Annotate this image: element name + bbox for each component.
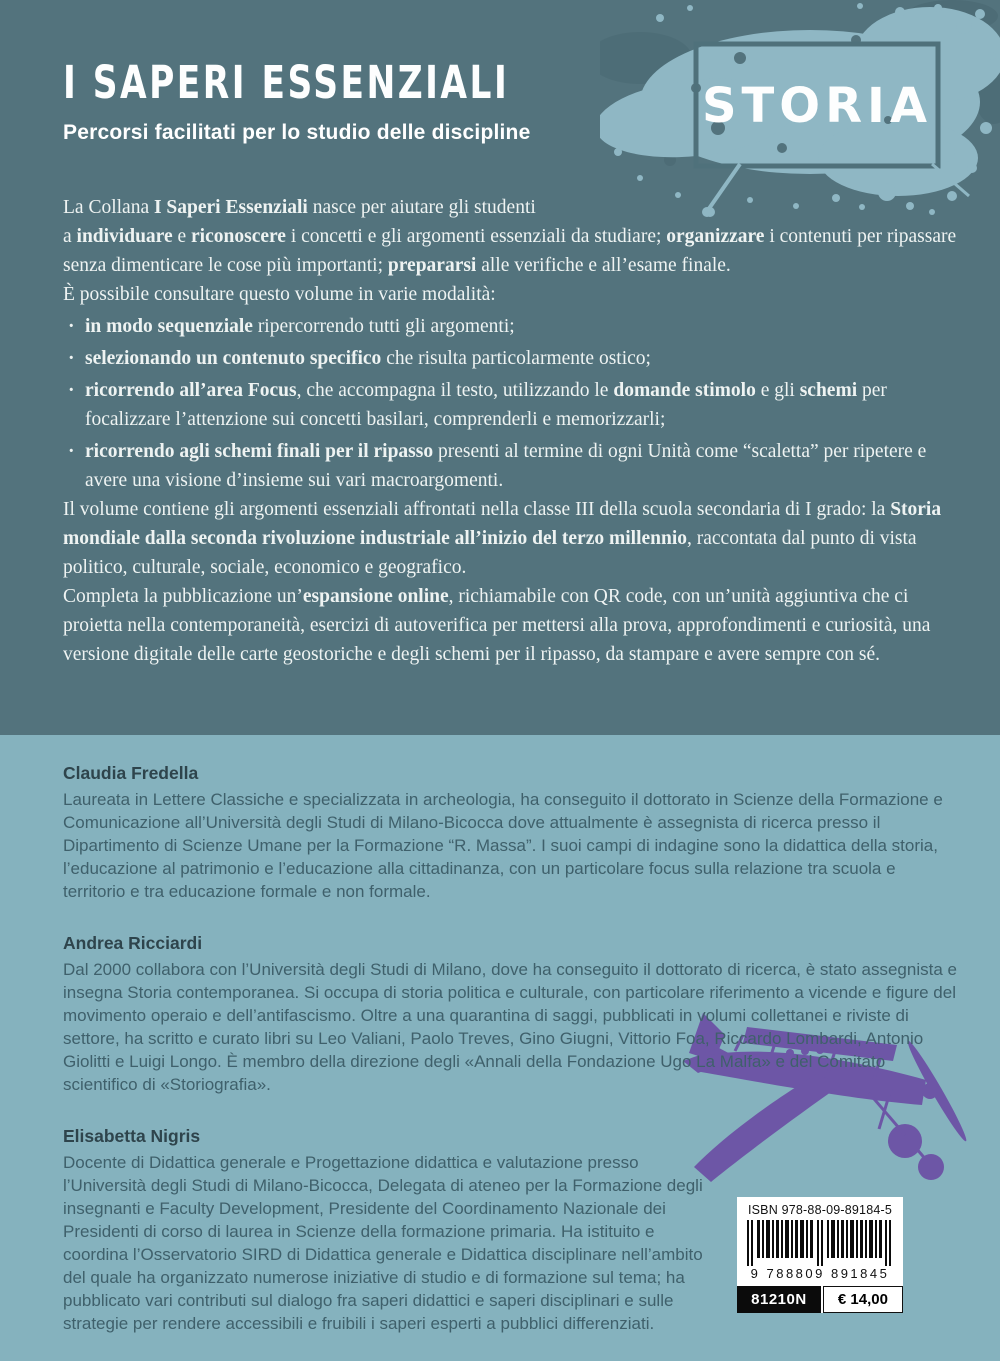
author-bio: Dal 2000 collabora con l’Università degli Studi di Milano, dove ha conseguito il dottorato di ricerca, è stato assegnista e insegna Storia contemporanea. Si occupa di storia politica e culturale, con particolare riferimento a vicende e figure del movimento operaio e dell’antifascismo. Oltre a una quarantina di saggi, pubblicati in volumi collettanei e riviste di settore, ha scritto e curato libri su Leo Valiani, Paolo Treves, Gino Giugni, Vittorio Foa, Riccardo Lombardi, Antonio Giolitti e Luigi Longo. È membro della direzione degli «Annali della Fondazione Ugo La Malfa» e del Comitato scientifico di «Storiografia».: [63, 960, 957, 1094]
barcode-digits: 9 788809 891845: [750, 1266, 890, 1281]
mode-item: · ricorrendo agli schemi finali per il ripasso presenti al termine di ogni Unità come “scaletta” per ripetere e avere una visione d’insieme sui vari macroargomenti.: [63, 437, 970, 495]
author-block: [63, 763, 960, 903]
mode-item: · in modo sequenziale ripercorrendo tutti gli argomenti;: [63, 312, 970, 341]
authors-section: [0, 735, 1000, 1361]
price-label: € 14,00: [821, 1286, 903, 1313]
modes-list: [63, 312, 970, 495]
intro-paragraph-2: È possibile consultare questo volume in varie modalità:: [63, 284, 496, 305]
barcode-bars: [745, 1220, 895, 1267]
author-name: Claudia Fredella: [63, 763, 199, 783]
series-logo: I SAPERI ESSENZIALI: [63, 56, 510, 109]
isbn-label: ISBN 978-88-09-89184-5: [747, 1203, 893, 1217]
price-row: [737, 1286, 903, 1313]
author-name: Andrea Ricciardi: [63, 933, 203, 953]
mode-item: · selezionando un contenuto specifico che risulta particolarmente ostico;: [63, 344, 970, 373]
subject-badge-label: STORIA: [701, 78, 933, 134]
intro-copy: [63, 193, 970, 669]
online-expansion-paragraph: Completa la pubblicazione un’espansione online, richiamabile con QR code, con un’unità aggiuntiva che ci proietta nella contemporaneità, esercizi di autoverifica per mettersi alla prova, approfondimenti e curiosità, una versione digitale delle carte geostoriche e degli schemi per il ripasso, da stampare e avere sempre con sé.: [63, 586, 931, 665]
author-block: [63, 933, 960, 1096]
author-bio: Docente di Didattica generale e Progettazione didattica e valutazione presso l’Università degli Studi di Milano-Bicocca, Delegata di ateneo per la Formazione degli insegnanti e Faculty Development, Presidente del Coordinamento Nazionale dei Presidenti di corso di laurea in Scienze della formazione primaria. Ha istituito e coordina l’Osservatorio SIRD di Didattica generale e Didattica disciplinare nell’ambito del quale ha organizzato numerose iniziative di studio e di formazione sul tema; ha pubblicato vari contributi sul dialogo fra saperi didattici e saperi disciplinari e sulle strategie per rendere accessibili e fruibili i saperi esperti a pubblici differenziati.: [63, 1153, 703, 1333]
volume-contents-paragraph: Il volume contiene gli argomenti essenziali affrontati nella classe III della scuola secondaria di I grado: la Storia mondiale dalla seconda rivoluzione industriale all’inizio del terzo millennio, raccontata dal punto di vista politico, culturale, sociale, economico e geografico.: [63, 499, 942, 578]
barcode: [737, 1197, 903, 1313]
series-tagline: Percorsi facilitati per lo studio delle discipline: [63, 121, 531, 144]
brand-block: [0, 0, 1000, 145]
author-bio: Laureata in Lettere Classiche e specializzata in archeologia, ha conseguito il dottorato in Scienze della Formazione e Comunicazione all’Università degli Studi di Milano-Bicocca dove attualmente è assegnista di ricerca presso il Dipartimento di Scienze Umane per la Formazione “R. Massa”. I suoi campi di indagine sono la didattica della storia, l’educazione al patrimonio e l’educazione alla cittadinanza, con un particolare focus sulla relazione tra scuola e territorio e tra educazione formale e non formale.: [63, 790, 943, 901]
barcode-upper: [737, 1197, 903, 1284]
intro-paragraph-1: La Collana I Saperi Essenziali nasce per aiutare gli studenti a individuare e riconoscere i concetti e gli argomenti essenziali da studiare; organizzare i contenuti per ripassare senza dimenticare le cose più importanti; prepararsi alle verifiche e all’esame finale.: [63, 197, 957, 276]
publisher-code: 81210N: [737, 1286, 821, 1313]
mode-item: · ricorrendo all’area Focus, che accompagna il testo, utilizzando le domande stimolo e gli schemi per focalizzare l’attenzione sui concetti basilari, comprenderli e memorizzarli;: [63, 376, 970, 434]
author-name: Elisabetta Nigris: [63, 1126, 201, 1146]
